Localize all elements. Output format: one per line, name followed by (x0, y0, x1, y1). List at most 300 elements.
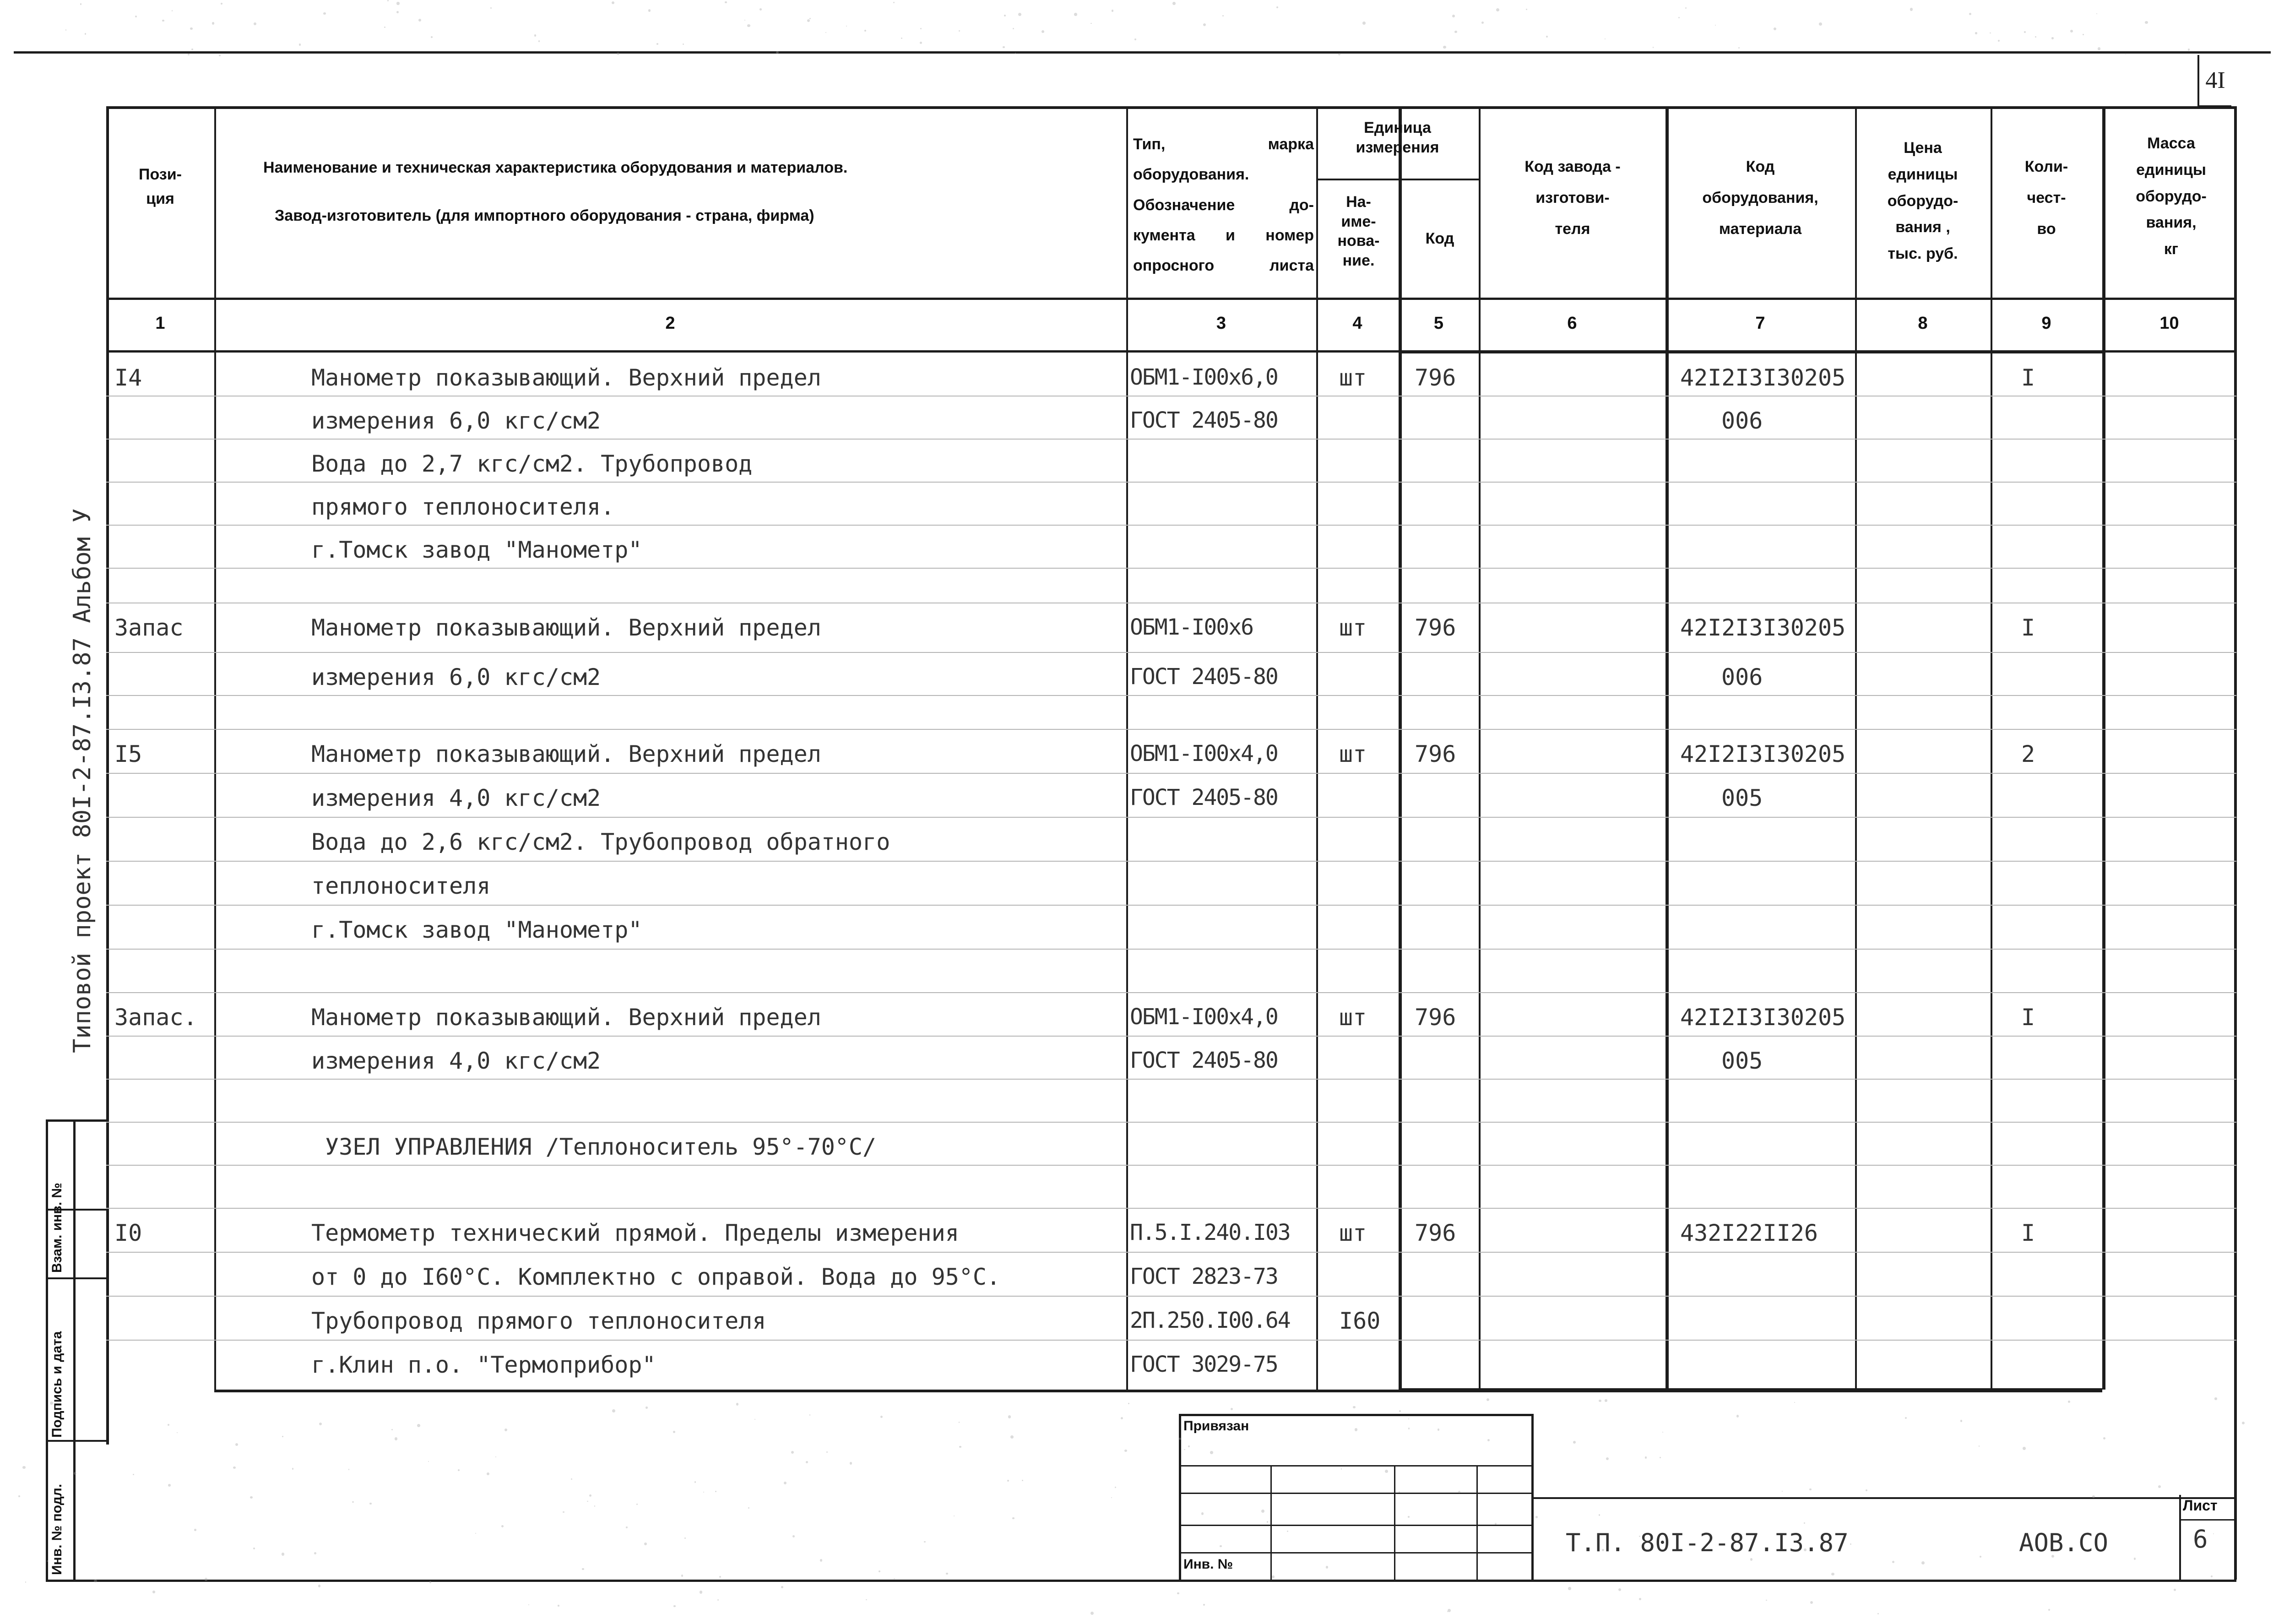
cell-name: г.Томск завод "Манометр" (311, 917, 642, 943)
scan-speck (954, 1515, 955, 1516)
scan-speck (94, 1580, 97, 1583)
scan-speck (2096, 13, 2097, 14)
scan-speck (1267, 1521, 1269, 1523)
row-divider (106, 525, 2236, 526)
scan-speck (1486, 1398, 1489, 1401)
row-divider (106, 1208, 2236, 1209)
column-number-6: 6 (1567, 314, 1577, 333)
column-divider-1 (214, 106, 216, 1390)
scan-speck (2211, 1575, 2213, 1577)
scan-speck (1408, 1516, 1409, 1517)
scan-speck (1172, 2, 1176, 5)
header-quantity: Коли- чест- во (2024, 158, 2068, 238)
scan-speck (1568, 1587, 1571, 1590)
row-divider (106, 652, 2236, 653)
scan-speck (1115, 1487, 1116, 1488)
scan-speck (2051, 37, 2053, 39)
scan-speck (2174, 1589, 2176, 1591)
scan-speck (825, 32, 826, 33)
scan-speck (1979, 1445, 1980, 1447)
scan-speck (1810, 1601, 1813, 1604)
binding-stamp-inv: Инв. № (1183, 1557, 1233, 1572)
cell-name: Вода до 2,6 кгс/см2. Трубопровод обратного (311, 829, 890, 855)
cell-name: Манометр показывающий. Верхний предел (311, 1004, 821, 1031)
scan-speck (2070, 30, 2073, 33)
scan-speck (396, 11, 399, 13)
stamp-box-col-2 (1476, 1465, 1478, 1580)
scan-speck (1338, 53, 1341, 56)
scan-speck (2092, 1495, 2095, 1498)
scan-speck (2103, 1437, 2105, 1439)
scan-speck (846, 26, 847, 27)
scan-speck (1261, 1510, 1264, 1513)
scan-speck (594, 1505, 595, 1506)
scan-speck (700, 1591, 703, 1594)
scan-speck (1121, 1417, 1123, 1419)
row-divider (106, 1252, 2236, 1253)
scan-speck (1111, 1497, 1112, 1498)
scan-speck (2051, 1555, 2054, 1558)
cell-type: ГОСТ 2405-80 (1130, 407, 1278, 433)
scan-speck (2035, 36, 2036, 38)
scan-speck (920, 42, 922, 44)
column-divider-6 (1666, 106, 1669, 1390)
stamp-box-top (1179, 1414, 1531, 1416)
scan-speck (1678, 17, 1680, 18)
scan-speck (1892, 1561, 1895, 1564)
scan-speck (748, 1507, 749, 1509)
scan-speck (850, 1462, 852, 1464)
cell-type: ОБМ1-I00x6 (1130, 614, 1253, 640)
scan-speck (168, 1484, 171, 1487)
cell-position: Запас (114, 614, 184, 641)
cell-name: от 0 до I60°С. Комплектно с оправой. Вода до 95°С. (311, 1264, 1001, 1290)
scan-speck (1008, 1415, 1011, 1418)
scan-speck (431, 36, 433, 38)
column-number-5: 5 (1433, 314, 1444, 333)
scan-speck (1399, 1410, 1401, 1412)
stamp-label: Подпись и дата (49, 1331, 65, 1438)
column-number-4: 4 (1352, 314, 1362, 333)
scan-speck (1599, 1400, 1601, 1402)
scan-speck (194, 1529, 196, 1531)
stamp-box-col-1 (1394, 1465, 1395, 1580)
cell-type: П.5.I.240.I03 (1130, 1220, 1290, 1245)
scan-speck (781, 1586, 783, 1588)
cell-unit-code: 796 (1415, 1220, 1456, 1246)
scan-speck (2242, 1422, 2245, 1424)
scan-speck (715, 1491, 716, 1492)
scan-speck (1738, 47, 1740, 49)
scan-speck (571, 1478, 572, 1480)
scan-speck (538, 40, 540, 42)
scan-speck (1276, 6, 1278, 8)
header-name-line2: Завод-изготовитель (для импортного оборудования - страна, фирма) (275, 207, 814, 224)
unit-subdivider (1316, 179, 1479, 180)
column-number-3: 3 (1216, 314, 1226, 333)
scan-speck (395, 1437, 398, 1440)
scan-speck (894, 1578, 895, 1580)
cell-name: Вода до 2,7 кгс/см2. Трубопровод (311, 451, 753, 477)
scan-speck (1010, 1435, 1014, 1439)
scan-speck (1341, 1468, 1342, 1469)
cell-unit-name: шт (1339, 741, 1367, 767)
scan-speck (2098, 47, 2101, 50)
column-divider-5 (1479, 106, 1481, 1390)
scan-speck (417, 1424, 420, 1427)
scan-speck (74, 1472, 76, 1475)
header-position: Пози- ция (139, 166, 182, 207)
scan-speck (1980, 1556, 1981, 1558)
header-name-line1: Наименование и техническая характеристика оборудования и материалов. (263, 159, 848, 176)
scan-speck (475, 1533, 476, 1534)
cell-equipment-code: 42I2I3I30205 (1680, 364, 1846, 391)
scan-speck (1220, 1545, 1221, 1547)
scan-speck (563, 1511, 564, 1513)
scan-speck (2023, 1447, 2026, 1450)
cell-name: Термометр технический прямой. Пределы измерения (311, 1220, 959, 1246)
scan-speck (1452, 15, 1455, 17)
scan-speck (1003, 46, 1004, 48)
scan-speck (2125, 53, 2126, 54)
stamp-box-row-2 (1179, 1525, 1531, 1526)
scan-speck (820, 1559, 822, 1561)
cell-equipment-code: 005 (1721, 785, 1763, 811)
scan-speck (348, 1469, 350, 1470)
scan-speck (806, 1461, 808, 1464)
scan-speck (1385, 1470, 1388, 1473)
scan-speck (65, 29, 66, 30)
scan-speck (1766, 1600, 1767, 1601)
scan-speck (1355, 1428, 1358, 1431)
scan-speck (1599, 1514, 1600, 1515)
scan-speck (2068, 1401, 2070, 1403)
row-divider (106, 949, 2236, 950)
cell-type: ГОСТ 2405-80 (1130, 1048, 1278, 1073)
stamp-strip-top (46, 1119, 106, 1122)
scan-speck (2214, 1397, 2217, 1400)
scan-speck (1481, 22, 1484, 24)
scan-speck (80, 3, 82, 5)
sheet-number: 6 (2193, 1525, 2208, 1553)
scan-speck (617, 53, 619, 55)
scan-speck (369, 1503, 371, 1505)
scan-speck (683, 43, 684, 45)
sheet-cell-mid (2179, 1519, 2236, 1521)
scan-speck (1804, 1522, 1805, 1524)
scan-speck (1201, 1512, 1204, 1515)
binding-stamp-title: Привязан (1183, 1418, 1249, 1434)
scan-speck (299, 43, 301, 45)
title-block-top (1531, 1497, 2236, 1499)
scan-speck (1809, 1488, 1812, 1491)
cell-position: I5 (114, 741, 142, 767)
scan-speck (1177, 1592, 1179, 1594)
scan-speck (826, 1451, 828, 1453)
cell-unit-name: шт (1339, 364, 1367, 391)
scan-speck (959, 1422, 960, 1423)
cell-equipment-code: 432I22II26 (1680, 1220, 1818, 1246)
scan-speck (219, 54, 221, 56)
scan-speck (694, 1481, 696, 1483)
scan-speck (807, 19, 810, 22)
scan-speck (323, 12, 326, 15)
scan-speck (1458, 1491, 1460, 1493)
scan-speck (1605, 38, 1606, 40)
scan-speck (636, 1504, 638, 1505)
cell-type: ГОСТ 3029-75 (1130, 1352, 1278, 1377)
scan-speck (1866, 1489, 1867, 1491)
bold-box-top (1399, 350, 2104, 353)
scan-speck (495, 1456, 496, 1457)
scan-speck (1877, 1613, 1879, 1615)
scan-speck (612, 1409, 615, 1412)
scan-speck (864, 30, 866, 32)
scan-speck (784, 1482, 787, 1484)
scan-speck (719, 1576, 721, 1578)
cell-type: ГОСТ 2405-80 (1130, 785, 1278, 810)
column-divider-4 (1399, 106, 1402, 1390)
cell-unit-code: 796 (1415, 741, 1456, 767)
header-equipment-code: Код оборудования, материала (1702, 158, 1818, 238)
scan-speck (1408, 1418, 1409, 1419)
scan-speck (25, 1581, 27, 1583)
cell-type: 2П.250.I00.64 (1130, 1308, 1290, 1333)
cell-quantity: I (2021, 614, 2035, 641)
frame-left (106, 106, 109, 1445)
header-plant-code: Код завода - изготови- теля (1524, 158, 1621, 238)
row-divider (106, 729, 2236, 730)
scan-speck (920, 28, 922, 29)
row-divider (106, 861, 2236, 862)
scan-speck (1443, 46, 1446, 49)
column-divider-9 (2102, 106, 2105, 1390)
scan-speck (1910, 8, 1913, 11)
header-bottom (106, 298, 2236, 300)
scan-speck (1969, 13, 1971, 15)
scan-speck (736, 1403, 739, 1406)
scan-speck (776, 51, 779, 54)
stamp-box-row-0 (1179, 1465, 1531, 1466)
scan-speck (1004, 15, 1006, 16)
cell-unit-name: шт (1339, 1004, 1367, 1031)
cell-name: измерения 6,0 кгс/см2 (311, 407, 601, 434)
column-number-1: 1 (155, 314, 165, 333)
scan-speck (1736, 1415, 1739, 1418)
scan-speck (458, 1469, 460, 1471)
header-type: Тип, марка оборудования. Обозначение до- кумента и номер опросного листа (1133, 136, 1314, 275)
scan-speck (429, 1581, 432, 1583)
stamp-label: Инв. № подл. (49, 1483, 65, 1575)
scan-speck (1454, 31, 1457, 33)
column-divider-8 (1991, 106, 1992, 1390)
scan-speck (490, 7, 491, 8)
scan-speck (1487, 1439, 1490, 1441)
cell-equipment-code: 42I2I3I30205 (1680, 614, 1846, 641)
side-title: Типовой проект 80I-2-87.I3.87 Альбом У (69, 508, 96, 1053)
scan-speck (221, 3, 222, 5)
scan-speck (1998, 40, 2000, 42)
row-divider (106, 1036, 2236, 1037)
scan-speck (168, 1424, 169, 1426)
scan-speck (893, 2, 895, 3)
scan-speck (656, 43, 658, 45)
scan-speck (558, 1605, 559, 1606)
scan-speck (684, 1537, 686, 1539)
album-code: АОВ.СО (2019, 1528, 2109, 1557)
scan-speck (282, 1553, 285, 1556)
cell-equipment-code: 005 (1721, 1048, 1763, 1074)
scan-speck (528, 1604, 529, 1605)
scan-speck (1112, 10, 1114, 12)
cell-position: Запас. (114, 1004, 197, 1031)
scan-speck (18, 1495, 20, 1497)
scan-speck (1042, 30, 1044, 33)
row-divider (106, 439, 2236, 440)
cell-name: г.Томск завод "Манометр" (311, 537, 642, 563)
scan-speck (1535, 1516, 1538, 1518)
row-divider (106, 695, 2236, 696)
scan-speck (1184, 1449, 1185, 1450)
scan-speck (924, 1541, 926, 1543)
cell-unit-code: 796 (1415, 1004, 1456, 1031)
column-divider-3 (1316, 106, 1318, 1390)
header-unit-name: На- име- нова- ние. (1337, 193, 1380, 269)
scan-speck (1222, 15, 1223, 16)
scan-speck (1530, 1461, 1532, 1463)
cell-name: г.Клин п.о. "Термоприбор" (311, 1352, 656, 1378)
scan-speck (866, 1599, 867, 1601)
stamp-strip-divider-1 (46, 1277, 106, 1279)
scan-speck (582, 1568, 584, 1570)
cell-unit-name: шт (1339, 1220, 1367, 1246)
scan-speck (212, 22, 214, 24)
scan-speck (188, 54, 190, 55)
scan-speck (747, 24, 750, 27)
cell-quantity: 2 (2021, 741, 2035, 767)
scan-speck (2213, 1533, 2214, 1534)
scan-speck (612, 1, 614, 4)
scan-speck (1794, 1402, 1795, 1403)
cell-name: измерения 4,0 кгс/см2 (311, 785, 601, 811)
stamp-strip-outer-left (46, 1119, 48, 1580)
scan-speck (418, 19, 421, 22)
cell-name: измерения 6,0 кгс/см2 (311, 664, 601, 690)
row-divider (106, 1296, 2236, 1297)
scan-speck (626, 1526, 628, 1528)
scan-speck (791, 1451, 794, 1454)
cell-position: I0 (114, 1220, 142, 1246)
stamp-strip-inner (73, 1119, 76, 1580)
header-unit-group: Единица измерения (1356, 119, 1439, 156)
cell-equipment-code: 42I2I3I30205 (1680, 741, 1846, 767)
scan-speck (809, 1414, 810, 1415)
scan-speck (792, 1535, 795, 1537)
scan-speck (253, 1548, 255, 1549)
stamp-box-right (1531, 1414, 1534, 1580)
scan-speck (1362, 22, 1366, 25)
scan-speck (1203, 1604, 1205, 1606)
scan-speck (1012, 1517, 1014, 1519)
scan-speck (1921, 1561, 1925, 1564)
scan-speck (589, 1494, 591, 1497)
stamp-strip-bottom (46, 1580, 2236, 1582)
scan-speck (85, 33, 87, 35)
scan-speck (1685, 7, 1687, 9)
scan-speck (1975, 32, 1977, 34)
scan-speck (1782, 1491, 1783, 1492)
scan-speck (396, 2, 399, 5)
stamp-box-row-1 (1179, 1493, 1531, 1494)
row-divider (106, 482, 2236, 483)
scan-speck (1850, 1543, 1851, 1545)
scan-speck (133, 1474, 134, 1475)
cell-equipment-code: 006 (1721, 407, 1763, 434)
scan-speck (1750, 1558, 1753, 1561)
scan-speck (1573, 1441, 1576, 1444)
scan-speck (235, 1443, 239, 1446)
scan-speck (1326, 1566, 1329, 1569)
scan-speck (809, 18, 811, 19)
scan-speck (880, 1416, 883, 1418)
scan-speck (162, 20, 164, 22)
scan-speck (760, 8, 762, 11)
scan-speck (959, 30, 960, 32)
scan-speck (1606, 1457, 1609, 1460)
scan-speck (282, 1436, 283, 1437)
scan-speck (2024, 31, 2026, 33)
top-rule (14, 51, 2271, 54)
scan-speck (648, 9, 651, 11)
scan-speck (1272, 1575, 1275, 1578)
cell-quantity: I (2021, 364, 2035, 391)
column-number-7: 7 (1755, 314, 1765, 333)
stamp-label: Взам. инв. № (49, 1183, 65, 1273)
scan-speck (1819, 22, 1822, 26)
scan-speck (744, 20, 745, 21)
cell-name: Манометр показывающий. Верхний предел (311, 614, 821, 641)
cell-unit-code: 796 (1415, 614, 1456, 641)
scan-speck (250, 1496, 253, 1499)
scan-speck (254, 22, 257, 26)
scan-speck (717, 1599, 719, 1601)
row-divider (106, 773, 2236, 774)
cell-name: прямого теплоносителя. (311, 494, 615, 520)
scan-speck (879, 1570, 880, 1572)
cell-unit-code: 796 (1415, 364, 1456, 391)
scan-speck (1124, 1450, 1127, 1452)
cell-position: I4 (114, 364, 142, 391)
scan-speck (1188, 1445, 1190, 1447)
scan-speck (1495, 1523, 1497, 1525)
cell-type: ГОСТ 2405-80 (1130, 664, 1278, 690)
scan-speck (314, 1552, 316, 1554)
scan-speck (946, 1573, 948, 1575)
scan-speck (1022, 1480, 1023, 1481)
scan-speck (1546, 36, 1548, 38)
scan-speck (587, 1501, 588, 1502)
cell-quantity: I (2021, 1220, 2035, 1246)
row-divider (106, 992, 2236, 993)
cell-equipment-code: 42I2I3I30205 (1680, 1004, 1846, 1031)
header-unit-mass: Масса единицы оборудо- вания, кг (2136, 135, 2207, 258)
scan-speck (191, 49, 193, 50)
cell-name: измерения 4,0 кгс/см2 (311, 1048, 601, 1074)
row-divider (106, 1340, 2236, 1341)
scan-speck (534, 34, 536, 36)
frame-top (106, 106, 2236, 109)
scan-speck (487, 1472, 489, 1475)
